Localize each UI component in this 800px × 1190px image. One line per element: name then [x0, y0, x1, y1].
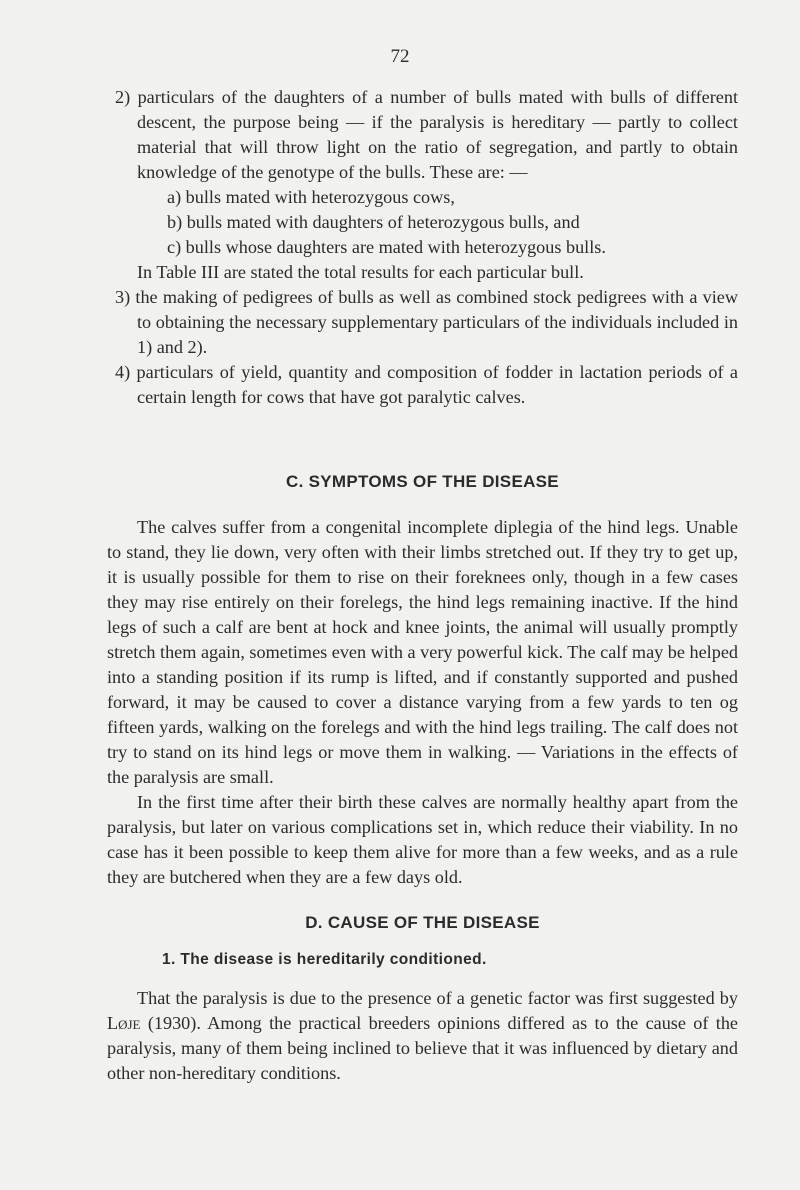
section-heading-symptoms: C. SYMPTOMS OF THE DISEASE	[286, 472, 559, 491]
symptoms-paragraph-1: The calves suffer from a congenital incomplete diplegia of the hind legs. Unable to stand, they lie down, very often with their limbs stretched out. If they try to get up, it is usually possible for them to rise on their foreknees only, though in a few cases they may rise entirely on their forelegs, the hind legs remaining inactive. If the hind legs of such a calf are bent at hock and knee joints, the animal will usually promptly stretch them again, sometimes even with a very powerful kick. The calf may be helped into a standing position if its rump is lifted, and if constantly supported and pushed forward, it may be caused to cover a distance varying from a few yards to ten og fifteen yards, walking on the forelegs and with the hind legs trailing. The calf does not try to stand on its hind legs or move them in walking. — Variations in the effects of the paralysis are small.	[107, 517, 738, 787]
page-number: 72	[390, 46, 410, 67]
subsection-heading-hereditary: 1. The disease is hereditarily conditioned.	[162, 951, 487, 968]
author-name: Løje	[107, 1013, 141, 1033]
list-item-2: 2) particulars of the daughters of a number of bulls mated with bulls of different descent, the purpose being — if the paralysis is hereditary — partly to collect material that will throw light on the ratio of segregation, and partly to obtain knowledge of the genotype of the bulls. These are: —	[115, 87, 738, 182]
page-body	[107, 85, 738, 1086]
list-item-2b: b) bulls mated with daughters of heterozygous bulls, and	[167, 212, 580, 232]
section-heading-cause: D. CAUSE OF THE DISEASE	[305, 913, 540, 932]
cause-paragraph-1	[107, 986, 738, 1086]
cause-paragraph-text-start: That the paralysis is due to the presence of a genetic factor was first suggested by	[137, 988, 738, 1008]
table-reference-note: In Table III are stated the total results for each particular bull.	[137, 262, 584, 282]
list-item-2a: a) bulls mated with heterozygous cows,	[167, 187, 455, 207]
list-item-3: 3) the making of pedigrees of bulls as well as combined stock pedigrees with a view to obtaining the necessary supplementary particulars of the individuals included in 1) and 2).	[115, 287, 738, 357]
list-item-4: 4) particulars of yield, quantity and composition of fodder in lactation periods of a certain length for cows that have got paralytic calves.	[115, 362, 738, 407]
symptoms-paragraph-2: In the first time after their birth these calves are normally healthy apart from the paralysis, but later on various complications set in, which reduce their viability. In no case has it been possible to keep them alive for more than a few weeks, and as a rule they are butchered when they are a few days old.	[107, 792, 738, 887]
list-item-2c: c) bulls whose daughters are mated with heterozygous bulls.	[167, 237, 606, 257]
cause-paragraph-text-end: (1930). Among the practical breeders opinions differed as to the cause of the paralysis, many of them being inclined to believe that it was influenced by dietary and other non-hereditary conditions.	[107, 1013, 738, 1083]
